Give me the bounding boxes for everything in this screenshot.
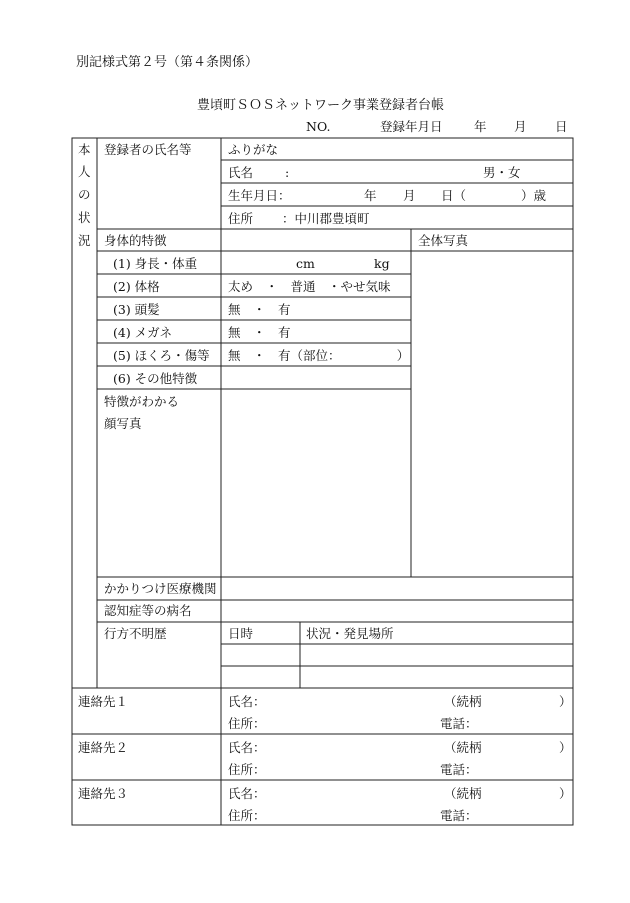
birth-label: 生年月日： — [228, 188, 291, 203]
contact-1-name: 氏名： — [228, 694, 266, 709]
no-label: NO. — [306, 119, 331, 134]
form-number: 別記様式第２号（第４条関係） — [76, 55, 259, 70]
face-photo-label-1: 特徴がわかる — [104, 394, 180, 409]
hair-label: (3) 頭髪 — [113, 302, 160, 317]
birth-month: 月 — [403, 188, 416, 203]
address-value: ：中川郡豊頃町 — [282, 211, 370, 226]
glasses-label: (4) メガネ — [113, 325, 173, 340]
kg-unit: kg — [374, 256, 390, 271]
contact-1-relation: （続柄 — [444, 694, 482, 709]
datetime-header: 日時 — [228, 626, 254, 641]
contact-1-phone: 電話： — [440, 716, 478, 731]
contact-2-address: 住所： — [228, 762, 266, 777]
physical-features-label: 身体的特徴 — [104, 233, 167, 248]
contact-1-relation-close: ） — [559, 694, 572, 709]
birth-year: 年 — [364, 188, 377, 203]
registration-date-label: 登録年月日 — [380, 119, 443, 134]
contact-3-label: 連絡先３ — [78, 786, 129, 801]
date-day: 日 — [555, 119, 568, 134]
situation-header: 状況・発見場所 — [306, 626, 394, 641]
contact-2-relation-close: ） — [559, 740, 572, 755]
mole-scar-options: 無 ・ 有（部位： ） — [228, 348, 410, 363]
contact-3-relation-close: ） — [559, 786, 572, 801]
contact-2-label: 連絡先２ — [78, 740, 129, 755]
date-year: 年 — [474, 119, 487, 134]
contact-2-phone: 電話： — [440, 762, 478, 777]
glasses-options: 無 ・ 有 — [228, 325, 291, 340]
address-label: 住所 — [228, 211, 254, 226]
section-label-2: 人 — [78, 164, 91, 179]
body-type-options: 太め ・ 普通 ・やせ気味 — [228, 279, 391, 294]
name-label: 氏名 — [228, 165, 254, 180]
contact-2-name: 氏名： — [228, 740, 266, 755]
contact-3-phone: 電話： — [440, 808, 478, 823]
birth-day: 日（ — [441, 188, 467, 203]
contact-3-relation: （続柄 — [444, 786, 482, 801]
contact-2-relation: （続柄 — [444, 740, 482, 755]
full-photo-label: 全体写真 — [418, 233, 469, 248]
height-weight-label: (1) 身長・体重 — [113, 256, 198, 271]
age-label: ）歳 — [521, 188, 547, 203]
section-label-5: 況 — [78, 233, 91, 248]
furigana-label: ふりがな — [228, 142, 279, 157]
name-section-label: 登録者の氏名等 — [104, 142, 192, 157]
contact-1-address: 住所： — [228, 716, 266, 731]
contact-1-label: 連絡先１ — [78, 694, 129, 709]
face-photo-label-2: 顔写真 — [104, 416, 142, 431]
doctor-label: かかりつけ医療機関 — [104, 581, 217, 596]
date-month: 月 — [514, 119, 527, 134]
section-label-3: の — [78, 187, 91, 202]
hair-options: 無 ・ 有 — [228, 302, 291, 317]
missing-history-label: 行方不明歴 — [104, 626, 167, 641]
page-title: 豊頃町ＳＯＳネットワーク事業登録者台帳 — [197, 98, 445, 113]
cm-unit: cm — [296, 256, 315, 271]
disease-label: 認知症等の病名 — [104, 603, 192, 618]
gender-options: 男・女 — [483, 165, 521, 180]
contact-3-address: 住所： — [228, 808, 266, 823]
contact-3-name: 氏名： — [228, 786, 266, 801]
name-colon: : — [285, 165, 290, 180]
other-features-label: (6) その他特徴 — [113, 371, 198, 386]
section-label-4: 状 — [78, 210, 91, 225]
body-type-label: (2) 体格 — [113, 279, 160, 294]
mole-scar-label: (5) ほくろ・傷等 — [113, 348, 210, 363]
section-label-1: 本 — [78, 142, 91, 157]
